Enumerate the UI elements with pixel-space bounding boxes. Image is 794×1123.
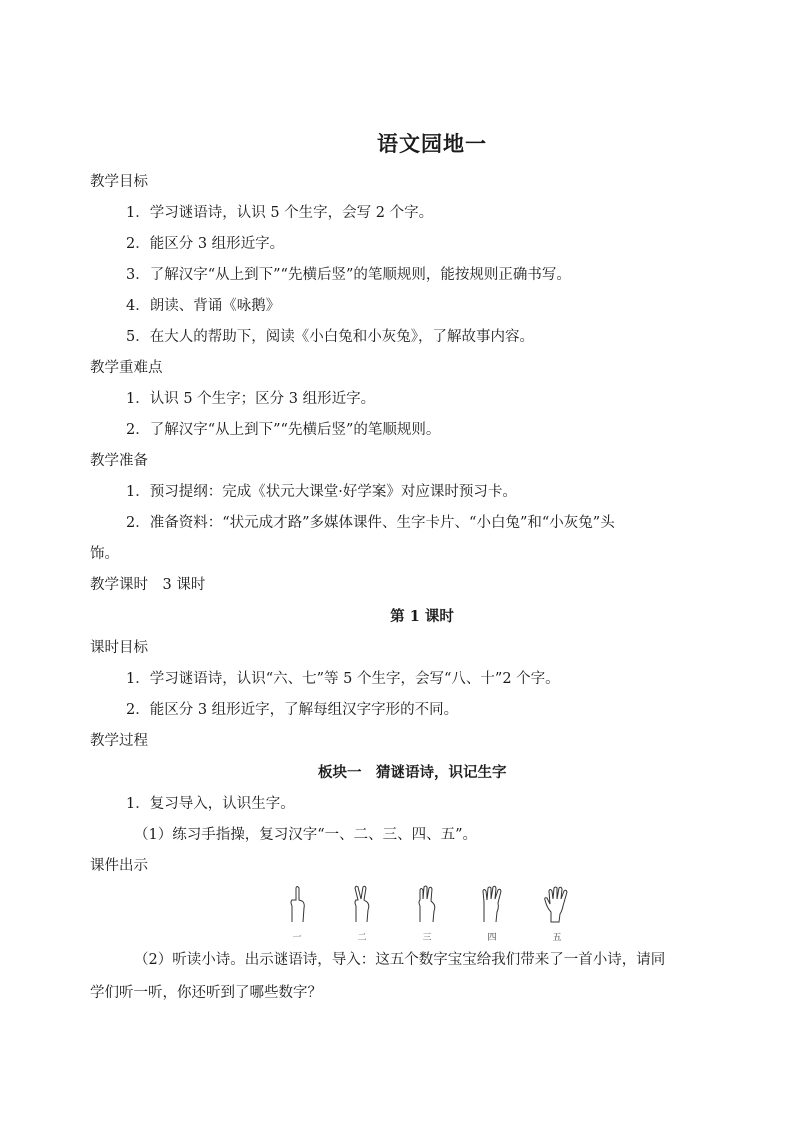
- lesson-goal-item: 2．能区分 3 组形近字，了解每组汉字字形的不同。: [126, 702, 459, 718]
- heading-process: 教学过程: [90, 733, 148, 749]
- lesson-goal-item: 1．学习谜语诗，认识“六、七”等 5 个生字，会写“八、十”2 个字。: [126, 671, 560, 687]
- hand-three-icon: [412, 884, 442, 924]
- goal-item: 2．能区分 3 组形近字。: [126, 236, 285, 252]
- hand-one-icon: [282, 884, 312, 924]
- goal-item: 4．朗读、背诵《咏鹅》: [126, 298, 281, 314]
- heading-preparation: 教学准备: [90, 453, 148, 469]
- hand-label: 二: [357, 933, 367, 943]
- hand-gesture-illustration: [280, 884, 580, 944]
- step-1b-continued: 学们听一听，你还听到了哪些数字？: [90, 985, 322, 1001]
- hand-label: 一: [292, 933, 302, 943]
- block-title: 板块一 猜谜语诗，识记生字: [318, 764, 507, 781]
- heading-goals: 教学目标: [90, 174, 148, 190]
- hand-five-icon: [542, 884, 572, 924]
- prep-item: 2．准备资料：“状元成才路”多媒体课件、生字卡片、“小白兔”和“小灰兔”头: [126, 515, 615, 531]
- hand-two-icon: [347, 884, 377, 924]
- page-title: 语文园地一: [377, 131, 487, 156]
- prep-item: 1．预习提纲：完成《状元大课堂·好学案》对应课时预习卡。: [126, 484, 517, 500]
- key-item: 2．了解汉字“从上到下”“先横后竖”的笔顺规则。: [126, 422, 441, 438]
- goal-item: 3．了解汉字“从上到下”“先横后竖”的笔顺规则，能按规则正确书写。: [126, 267, 571, 283]
- prep-item-continued: 饰。: [90, 546, 119, 562]
- lesson-heading: 第 1 课时: [390, 608, 454, 625]
- step-1: 1．复习导入，认识生字。: [126, 796, 295, 812]
- hand-label: 三: [422, 933, 432, 943]
- hand-label: 五: [552, 933, 562, 943]
- heading-lesson-goals: 课时目标: [90, 640, 148, 656]
- hand-label: 四: [487, 933, 497, 943]
- key-item: 1．认识 5 个生字；区分 3 组形近字。: [126, 391, 376, 407]
- hand-four-icon: [477, 884, 507, 924]
- goal-item: 1．学习谜语诗，认识 5 个生字，会写 2 个字。: [126, 205, 434, 221]
- teaching-hours: 教学课时 3 课时: [90, 577, 206, 593]
- step-1b: （2）听读小诗。出示谜语诗，导入：这五个数字宝宝给我们带来了一首小诗，请同: [134, 952, 666, 968]
- courseware-label: 课件出示: [90, 858, 148, 874]
- goal-item: 5．在大人的帮助下，阅读《小白兔和小灰兔》，了解故事内容。: [126, 329, 534, 345]
- heading-key-points: 教学重难点: [90, 360, 163, 376]
- step-1a: （1）练习手指操，复习汉字“一、二、三、四、五”。: [134, 827, 478, 843]
